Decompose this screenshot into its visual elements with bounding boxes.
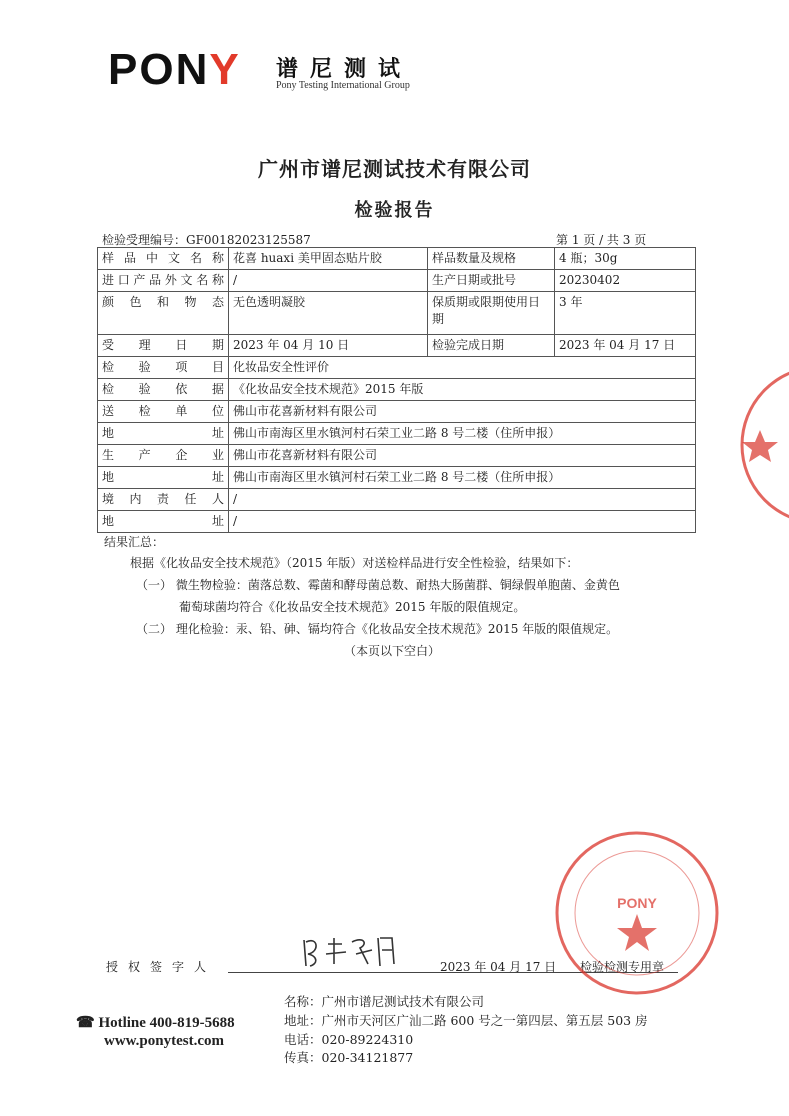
row-value: 佛山市南海区里水镇河村石荣工业二路 8 号二楼（住所申报）	[229, 467, 696, 489]
table-row	[98, 335, 696, 357]
signature-date: 2023 年 04 月 17 日	[440, 960, 557, 974]
row-label: 颜色和物态	[98, 292, 229, 335]
row-label: 地址	[98, 423, 229, 445]
row-label: 检验依据	[98, 379, 229, 401]
row-value: 2023 年 04 月 10 日	[229, 335, 428, 357]
row-label: 样品中文名称	[98, 248, 229, 270]
summary-item-2: （二） 理化检验：汞、铅、砷、镉均符合《化妆品安全技术规范》2015 年版的限值规定。	[136, 622, 619, 636]
summary-intro: 根据《化妆品安全技术规范》（2015 年版）对送检样品进行安全性检验，结果如下：	[130, 556, 579, 570]
row-label: 境内责任人	[98, 489, 229, 511]
row-label2: 生产日期或批号	[428, 270, 555, 292]
row-value: /	[229, 511, 696, 533]
row-value: 佛山市南海区里水镇河村石荣工业二路 8 号二楼（住所申报）	[229, 423, 696, 445]
hotline	[76, 1013, 235, 1032]
row-value: 花喜 huaxi 美甲固态贴片胶	[229, 248, 428, 270]
row-label2: 保质期或限期使用日期	[428, 292, 555, 335]
table-row	[98, 445, 696, 467]
row-value: 佛山市花喜新材料有限公司	[229, 401, 696, 423]
row-label2: 样品数量及规格	[428, 248, 555, 270]
svg-text:PONY: PONY	[617, 895, 657, 911]
row-label: 地址	[98, 511, 229, 533]
summary-item-1: （一） 微生物检验：菌落总数、霉菌和酵母菌总数、耐热大肠菌群、铜绿假单胞菌、金黄色	[136, 578, 620, 592]
row-label: 进口产品外文名称	[98, 270, 229, 292]
row-value: 化妆品安全性评价	[229, 357, 696, 379]
summary-item-1-cont: 葡萄球菌均符合《化妆品安全技术规范》2015 年版的限值规定。	[179, 600, 526, 614]
table-row	[98, 489, 696, 511]
accept-number: 检验受理编号：GF00182023125587	[102, 233, 311, 247]
row-label: 生产企业	[98, 445, 229, 467]
summary-heading: 结果汇总：	[104, 535, 165, 549]
logo-chinese-name: 谱尼测试	[276, 56, 413, 82]
table-row	[98, 379, 696, 401]
page-seam-stamp	[740, 360, 789, 530]
table-row	[98, 248, 696, 270]
table-row	[98, 423, 696, 445]
footer-company-name: 名称：广州市谱尼测试技术有限公司	[284, 994, 485, 1009]
row-label: 送检单位	[98, 401, 229, 423]
company-title: 广州市谱尼测试技术有限公司	[258, 157, 531, 181]
hotline-text: Hotline 400-819-5688	[98, 1015, 235, 1031]
footer-phone: 电话：020-89224310	[284, 1032, 414, 1047]
row-value2: 2023 年 04 月 17 日	[555, 335, 696, 357]
company-seal-stamp	[552, 828, 722, 998]
row-value: /	[229, 489, 696, 511]
report-title: 检验报告	[354, 200, 435, 221]
row-value2: 3 年	[555, 292, 696, 335]
table-row	[98, 467, 696, 489]
table-row	[98, 511, 696, 533]
website[interactable]: www.ponytest.com	[104, 1033, 224, 1049]
blank-note: （本页以下空白）	[344, 644, 441, 658]
footer-address: 地址：广州市天河区广汕二路 600 号之一第四层、第五层 503 房	[284, 1013, 648, 1028]
report-info-table	[97, 247, 696, 533]
row-value: 《化妆品安全技术规范》2015 年版	[229, 379, 696, 401]
row-value: /	[229, 270, 428, 292]
row-value: 佛山市花喜新材料有限公司	[229, 445, 696, 467]
row-value2: 20230402	[555, 270, 696, 292]
row-label: 受理日期	[98, 335, 229, 357]
table-row	[98, 357, 696, 379]
table-row	[98, 401, 696, 423]
stamp-caption: 检验检测专用章	[580, 960, 665, 974]
row-value: 无色透明凝胶	[229, 292, 428, 335]
footer-fax: 传真：020-34121877	[284, 1050, 414, 1065]
handwritten-signature	[298, 930, 408, 974]
logo-accent-v: Y	[209, 45, 241, 94]
logo-english-name: Pony Testing International Group	[276, 80, 410, 91]
table-row	[98, 292, 696, 335]
row-label: 检验项目	[98, 357, 229, 379]
pony-logo: PONY	[108, 45, 241, 94]
signatory-label: 授权签字人	[106, 960, 217, 974]
table-row	[98, 270, 696, 292]
row-value2: 4 瓶；30g	[555, 248, 696, 270]
phone-icon: ☎	[76, 1015, 99, 1031]
row-label: 地址	[98, 467, 229, 489]
page-indicator: 第 1 页 / 共 3 页	[556, 233, 647, 247]
row-label2: 检验完成日期	[428, 335, 555, 357]
